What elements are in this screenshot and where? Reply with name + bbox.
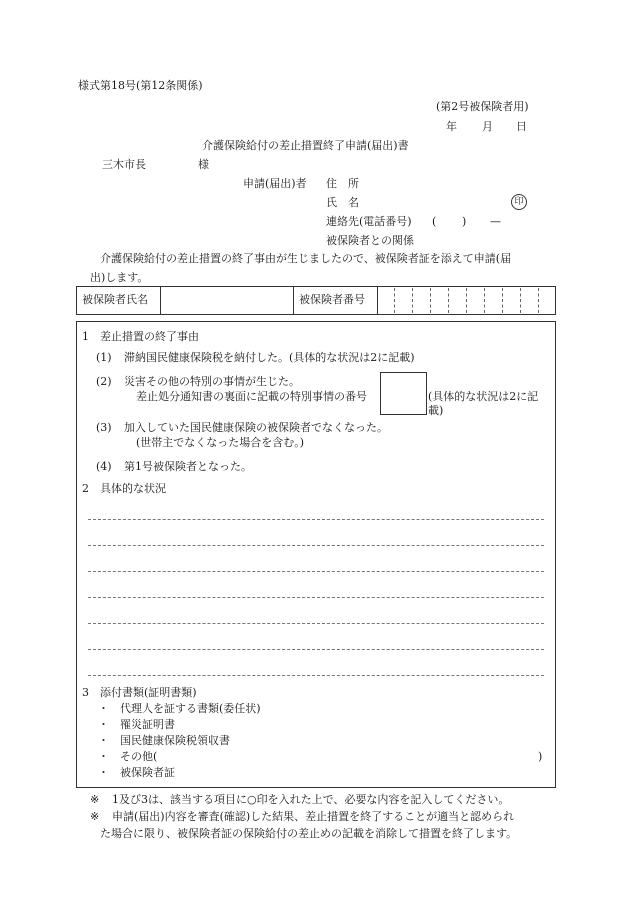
applicant-label: 申請(届出)者 <box>243 177 307 190</box>
situation-line[interactable] <box>88 571 544 572</box>
phone-label: 連絡先(電話番号) <box>326 215 412 228</box>
form-number: 様式第18号(第12条関係) <box>78 79 203 92</box>
special-number-input[interactable] <box>380 372 427 415</box>
reason-2-sub: 差止処分通知書の裏面に記載の特別事情の番号 <box>136 390 367 403</box>
bullet: ・ <box>98 734 109 747</box>
bullet: ・ <box>98 750 109 763</box>
attachment-item[interactable]: その他( <box>120 750 158 763</box>
digit-divider <box>484 288 485 313</box>
section3-heading: 3 添付書類(証明書類) <box>82 686 197 699</box>
digit-divider <box>538 288 539 313</box>
attachment-item[interactable]: 被保険者証 <box>120 766 175 779</box>
attachment-item[interactable]: 代理人を証する書類(委任状) <box>120 702 261 715</box>
insured-number-label: 被保険者番号 <box>299 293 365 306</box>
note-text: 1及び3は、該当する項目に○印を入れた上で、必要な内容を記入してください。 <box>112 793 510 806</box>
situation-line[interactable] <box>88 675 544 676</box>
digit-divider <box>502 288 503 313</box>
bullet: ・ <box>98 766 109 779</box>
situation-line[interactable] <box>88 545 544 546</box>
insured-type: (第2号被保険者用) <box>436 100 529 113</box>
reason-4-text: 第1号被保険者となった。 <box>124 460 252 473</box>
date-month: 月 <box>482 120 493 133</box>
date-day: 日 <box>516 120 527 133</box>
situation-line[interactable] <box>88 649 544 650</box>
phone-close: ) <box>462 215 467 228</box>
name-label: 氏 名 <box>326 196 359 209</box>
reason-2-text: 災害その他の特別の事情が生じた。 <box>124 375 300 388</box>
digit-divider <box>448 288 449 313</box>
digit-divider <box>412 288 413 313</box>
relation-label: 被保険者との関係 <box>326 234 414 247</box>
note-text: 申請(届出)内容を審査(確認)した結果、差止措置を終了することが適当と認められ <box>112 810 515 823</box>
reason-3-num[interactable]: (3) <box>96 421 112 434</box>
bullet: ・ <box>98 702 109 715</box>
date-year: 年 <box>446 120 457 133</box>
addressee: 三木市長 <box>102 158 146 171</box>
statement-line-2: 出)します。 <box>90 271 149 284</box>
phone-open: ( <box>432 215 437 228</box>
page-title: 介護保険給付の差止措置終了申請(届出)書 <box>202 139 409 152</box>
address-label: 住 所 <box>326 177 359 190</box>
digit-divider <box>430 288 431 313</box>
reason-2-note-2: 載) <box>428 404 444 417</box>
section1-heading: 1 差止措置の終了事由 <box>82 330 199 343</box>
reason-3-text: 加入していた国民健康保険の被保険者でなくなった。 <box>124 421 388 434</box>
digit-divider <box>520 288 521 313</box>
note-mark: ※ <box>90 793 100 806</box>
reason-2-num[interactable]: (2) <box>96 375 112 388</box>
insured-name-label: 被保険者氏名 <box>82 293 148 306</box>
attachment-item[interactable]: 国民健康保険税領収書 <box>120 734 230 747</box>
section2-heading: 2 具体的な状況 <box>82 482 166 495</box>
reason-2-note-1: (具体的な状況は2に記 <box>428 390 539 403</box>
insured-number-field[interactable] <box>378 287 555 314</box>
reason-1-text: 滞納国民健康保険税を納付した。(具体的な状況は2に記載) <box>124 351 415 364</box>
attachment-item[interactable]: 罹災証明書 <box>120 718 175 731</box>
phone-separator: — <box>490 215 501 228</box>
digit-divider <box>466 288 467 313</box>
honorific: 様 <box>198 158 209 171</box>
situation-line[interactable] <box>88 519 544 520</box>
seal-mark: 印 <box>511 194 527 210</box>
digit-divider <box>394 288 395 313</box>
reason-4-num[interactable]: (4) <box>96 460 112 473</box>
other-close-paren: ) <box>538 750 543 763</box>
bullet: ・ <box>98 718 109 731</box>
insured-name-field[interactable] <box>161 287 293 314</box>
situation-line[interactable] <box>88 623 544 624</box>
situation-line[interactable] <box>88 597 544 598</box>
reason-3-sub: (世帯主でなくなった場合を含む。) <box>136 436 305 449</box>
insured-divider-2 <box>293 286 294 315</box>
statement-line-1: 介護保険給付の差止措置の終了事由が生じましたので、被保険者証を添えて申請(届 <box>100 252 512 265</box>
note-mark: ※ <box>90 810 100 823</box>
reason-1-num[interactable]: (1) <box>96 351 112 364</box>
note-text-cont: た場合に限り、被保険者証の保険給付の差止めの記載を消除して措置を終了します。 <box>100 827 518 840</box>
